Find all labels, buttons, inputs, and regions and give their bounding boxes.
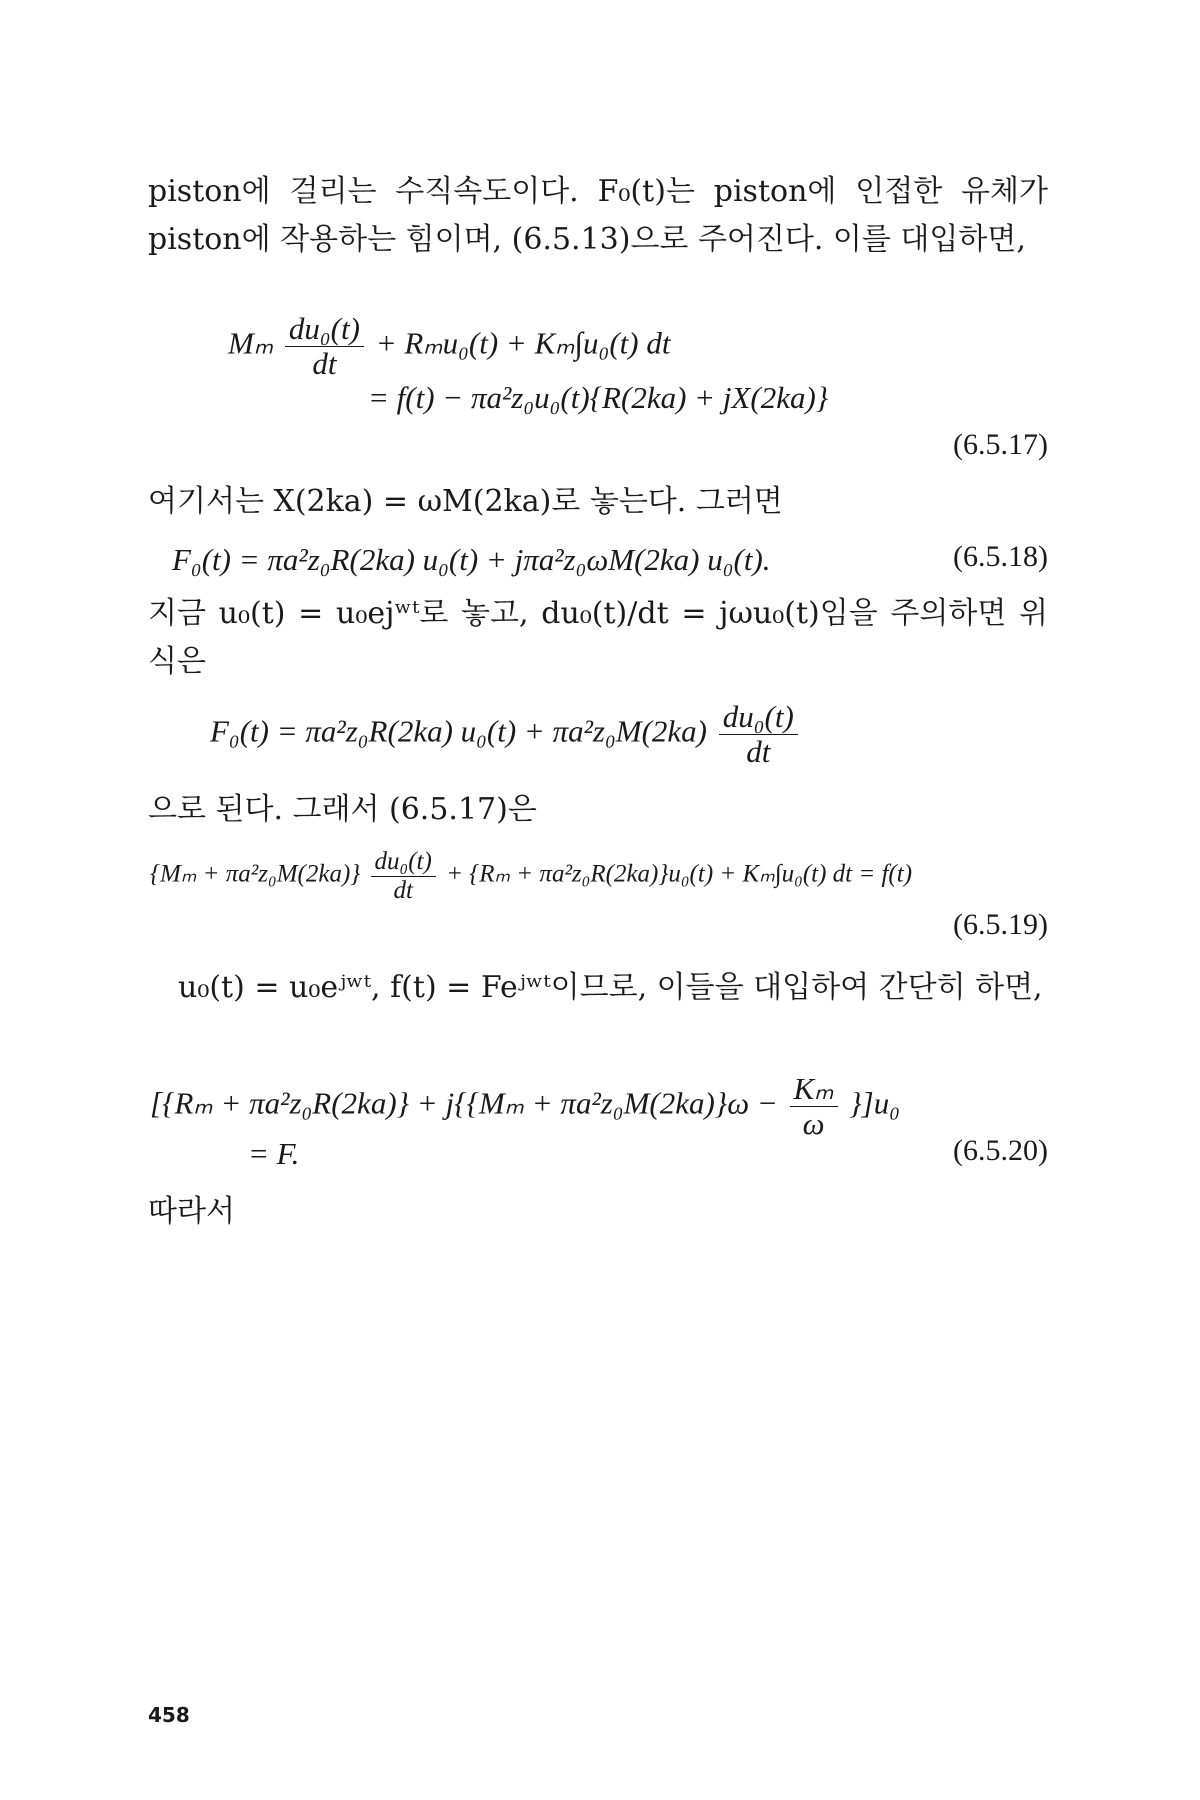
eq20-tail: }]u₀ bbox=[849, 1085, 901, 1121]
equation-number-6-5-20: (6.5.20) bbox=[953, 1134, 1048, 1167]
eq20-lead: [{Rₘ + πa²z₀R(2ka)} + j{{Mₘ + πa²z₀M(2ka)}ω − bbox=[150, 1085, 778, 1121]
eq17-lhs-lead: Mₘ bbox=[228, 325, 274, 361]
eq19-lead: {Mₘ + πa²z₀M(2ka)} bbox=[150, 860, 361, 888]
eq19-frac-num: du₀(t) bbox=[371, 848, 436, 877]
equation-6-5-18: F₀(t) = πa²z₀R(2ka) u₀(t) + jπa²z₀ωM(2ka) u₀(t). bbox=[172, 542, 771, 577]
eq19-frac-den: dt bbox=[393, 876, 413, 904]
eq17-fraction bbox=[285, 312, 364, 381]
paragraph-4: 으로 된다. 그래서 (6.5.17)은 bbox=[148, 792, 537, 827]
eq-f0-lead: F₀(t) = πa²z₀R(2ka) u₀(t) + πa²z₀M(2ka) bbox=[210, 713, 707, 749]
eq17-frac-num: du₀(t) bbox=[285, 312, 364, 347]
equation-6-5-17-line2: = f(t) − πa²z₀u₀(t){R(2ka) + jX(2ka)} bbox=[368, 380, 829, 415]
eq20-fraction bbox=[790, 1072, 838, 1141]
equation-number-6-5-18: (6.5.18) bbox=[953, 540, 1048, 573]
eq17-lhs-rest: + Rₘu₀(t) + Kₘ∫u₀(t) dt bbox=[375, 325, 671, 361]
eq20-frac-den: ω bbox=[802, 1106, 825, 1142]
eq20-frac-num: Kₘ bbox=[790, 1072, 838, 1107]
equation-6-5-20-line1 bbox=[150, 1072, 900, 1141]
paragraph-2: 여기서는 X(2ka) = ωM(2ka)로 놓는다. 그러면 bbox=[148, 484, 783, 519]
eq-f0-fraction bbox=[719, 700, 798, 769]
paragraph-1: piston에 걸리는 수직속도이다. F₀(t)는 piston에 인접한 유체가 piston에 작용하는 힘이며, (6.5.13)으로 주어진다. 이를 대입하면, bbox=[148, 174, 1048, 257]
equation-6-5-19 bbox=[150, 848, 912, 904]
eq19-rest: + {Rₘ + πa²z₀R(2ka)}u₀(t) + Kₘ∫u₀(t) dt = f(t) bbox=[446, 860, 913, 888]
equation-6-5-17-line1 bbox=[228, 312, 670, 381]
eq17-frac-den: dt bbox=[312, 346, 337, 382]
equation-6-5-20-line2: = F. bbox=[248, 1136, 300, 1171]
equation-number-6-5-19: (6.5.19) bbox=[953, 908, 1048, 941]
eq19-fraction bbox=[371, 848, 436, 904]
eq-f0-frac-num: du₀(t) bbox=[719, 700, 798, 735]
paragraph-6: 따라서 bbox=[148, 1194, 235, 1229]
paragraph-3: 지금 u₀(t) = u₀ejʷᵗ로 놓고, du₀(t)/dt = jωu₀(t)임을 주의하면 위 식은 bbox=[148, 596, 1048, 679]
eq-f0-frac-den: dt bbox=[746, 734, 771, 770]
paragraph-5: u₀(t) = u₀eʲʷᵗ, f(t) = Feʲʷᵗ이므로, 이들을 대입하여 간단히 하면, bbox=[178, 970, 1043, 1005]
equation-f0 bbox=[210, 700, 802, 769]
page-number: 458 bbox=[148, 1703, 190, 1727]
equation-number-6-5-17: (6.5.17) bbox=[953, 428, 1048, 461]
